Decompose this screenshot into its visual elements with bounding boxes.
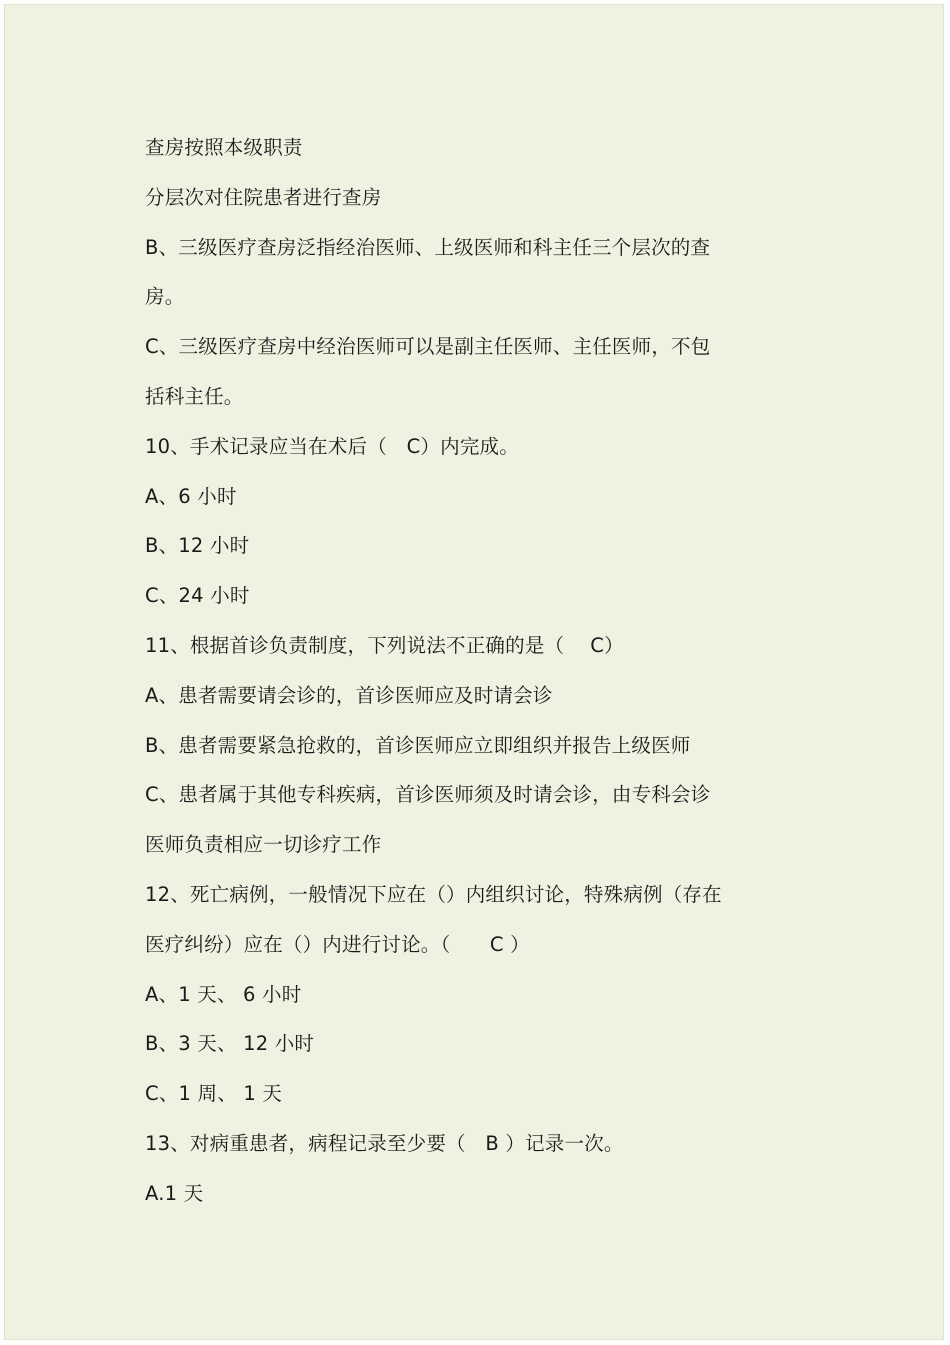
question-12: 12、死亡病例，一般情况下应在（）内组织讨论，特殊病例（存在 xyxy=(145,882,722,906)
question-option: B、患者需要紧急抢救的，首诊医师应立即组织并报告上级医师 xyxy=(145,733,691,757)
question-option: A、患者需要请会诊的，首诊医师应及时请会诊 xyxy=(145,683,553,707)
text-line: 查房按照本级职责 xyxy=(145,136,303,159)
question-13: 13、对病重患者，病程记录至少要（ B ）记录一次。 xyxy=(145,1131,624,1155)
question-option: B、12 小时 xyxy=(145,534,250,558)
text-line: 括科主任。 xyxy=(145,384,244,408)
text-line: 分层次对住院患者进行查房 xyxy=(145,185,382,209)
question-option: A、6 小时 xyxy=(145,484,237,508)
question-option: C、三级医疗查房中经治医师可以是副主任医师、主任医师，不包 xyxy=(145,335,711,359)
question-option: A.1 天 xyxy=(145,1181,204,1205)
document-body xyxy=(145,123,785,1219)
question-option: A、1 天、 6 小时 xyxy=(145,982,302,1006)
question-10: 10、手术记录应当在术后（ C）内完成。 xyxy=(145,434,519,458)
question-option: B、三级医疗查房泛指经治医师、上级医师和科主任三个层次的查 xyxy=(145,235,711,259)
question-option: C、24 小时 xyxy=(145,584,250,608)
text-line: 房。 xyxy=(145,285,185,309)
document-page xyxy=(4,4,944,1340)
question-option: C、患者属于其他专科疾病，首诊医师须及时请会诊，由专科会诊 xyxy=(145,783,711,807)
text-line: 医师负责相应一切诊疗工作 xyxy=(145,833,382,857)
text-line: 医疗纠纷）应在（）内进行讨论。（ C ） xyxy=(145,932,530,956)
question-option: B、3 天、 12 小时 xyxy=(145,1032,315,1056)
question-11: 11、根据首诊负责制度，下列说法不正确的是（ C） xyxy=(145,633,624,657)
question-option: C、1 周、 1 天 xyxy=(145,1082,283,1106)
